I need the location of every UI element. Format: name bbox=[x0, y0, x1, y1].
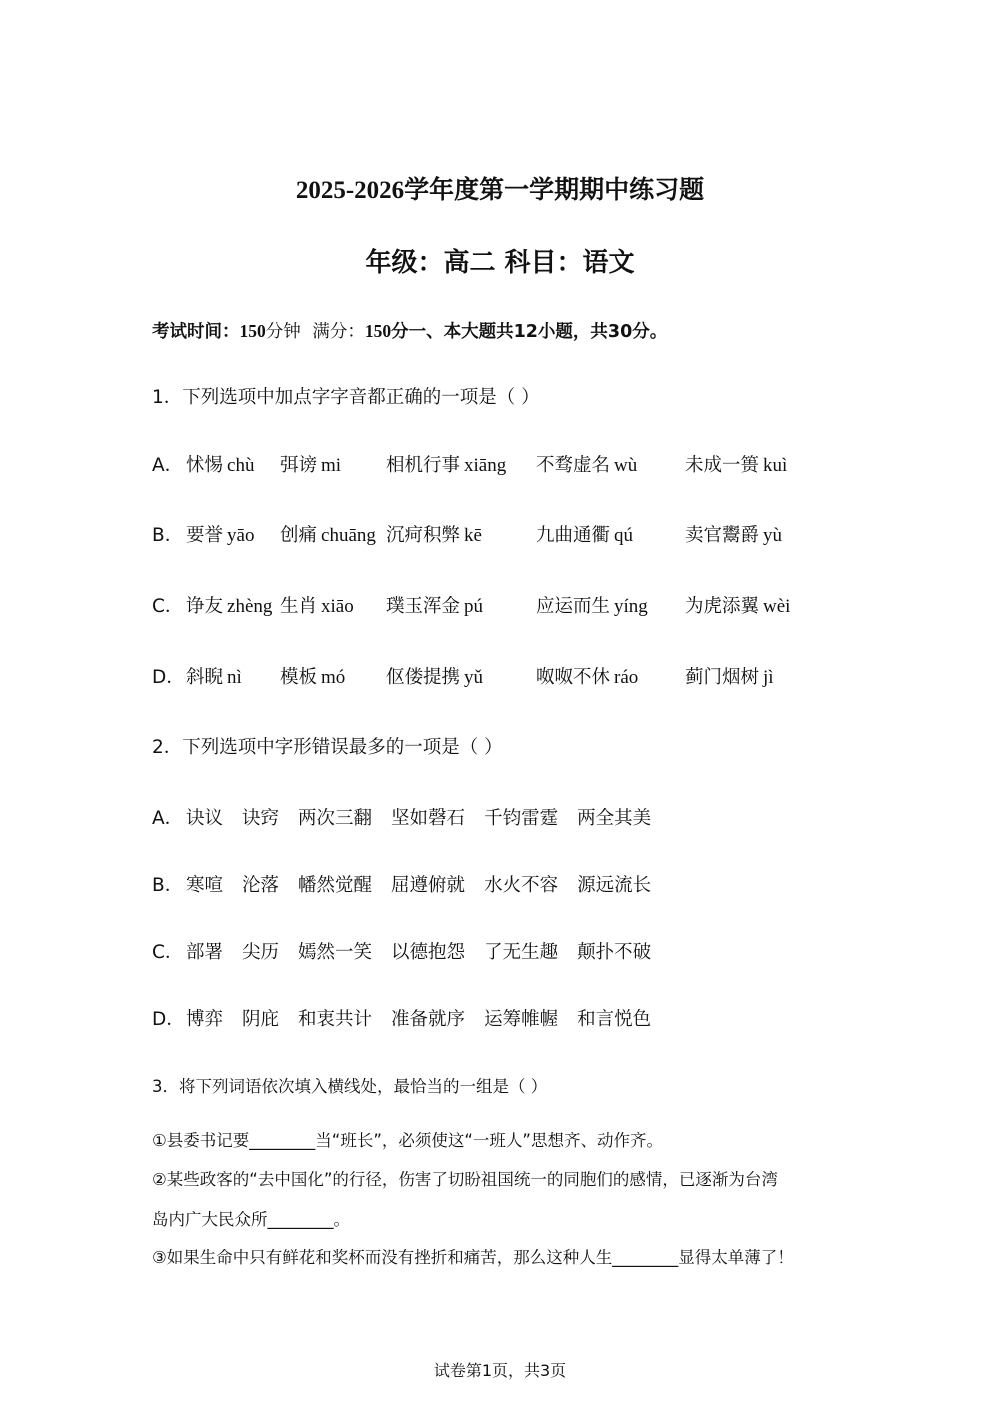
option-pinyin: zhèng bbox=[227, 596, 273, 617]
option-word: 以德抱怨 bbox=[391, 942, 466, 963]
option-word: 源远流长 bbox=[577, 875, 652, 896]
option-letter: C． bbox=[152, 596, 184, 617]
q1-option-row bbox=[0, 521, 1000, 551]
q1-option-item bbox=[685, 521, 782, 547]
option-pinyin: kuì bbox=[763, 455, 788, 476]
q1-option-item bbox=[536, 663, 638, 689]
q1-option-item bbox=[186, 592, 272, 618]
question-3-sentence-2: ②某些政客的“去中国化”的行径，伤害了切盼祖国统一的同胞们的感情，已逐渐为台湾 bbox=[152, 1170, 778, 1189]
option-word: 和言悦色 bbox=[577, 1009, 652, 1030]
question-3-sentence-3: ③如果生命中只有鲜花和奖杯而没有挫折和痛苦，那么这种人生________显得太单薄了！ bbox=[152, 1248, 794, 1267]
option-letter: B． bbox=[152, 875, 184, 896]
option-word: 伛偻提携 bbox=[386, 667, 461, 688]
option-word: 弭谤 bbox=[280, 455, 318, 476]
option-word: 准备就序 bbox=[391, 1009, 466, 1030]
option-word: 两全其美 bbox=[577, 808, 652, 829]
option-pinyin: yíng bbox=[614, 596, 648, 617]
option-pinyin: nì bbox=[227, 667, 242, 688]
option-letter: D． bbox=[152, 667, 185, 688]
option-word: 生肖 bbox=[280, 596, 318, 617]
option-pinyin: xiāo bbox=[321, 596, 354, 617]
option-letter: C． bbox=[152, 942, 184, 963]
option-word: 运筹帷幄 bbox=[484, 1009, 559, 1030]
option-letter: D． bbox=[152, 1009, 185, 1030]
option-word: 九曲通衢 bbox=[536, 525, 611, 546]
option-word: 颠扑不破 bbox=[577, 942, 652, 963]
option-pinyin: chuāng bbox=[321, 525, 376, 546]
option-word: 相机行事 bbox=[386, 455, 461, 476]
option-pinyin: xiāng bbox=[464, 455, 507, 476]
option-word: 水火不容 bbox=[484, 875, 559, 896]
option-word: 幡然觉醒 bbox=[298, 875, 373, 896]
option-word: 卖官鬻爵 bbox=[685, 525, 760, 546]
option-word: 部署 bbox=[186, 942, 224, 963]
option-word: 和衷共计 bbox=[298, 1009, 373, 1030]
q1-option-item bbox=[280, 451, 341, 477]
q1-option-item bbox=[536, 451, 637, 477]
option-pinyin: wù bbox=[614, 455, 638, 476]
exam-time-label: 考试时间： bbox=[152, 322, 240, 342]
q1-option-item bbox=[685, 592, 790, 618]
option-word: 蓟门烟树 bbox=[685, 667, 760, 688]
q2-option-row bbox=[152, 938, 670, 964]
q1-option-item bbox=[280, 663, 345, 689]
q1-option-item bbox=[280, 592, 354, 618]
q1-option-item bbox=[280, 521, 376, 547]
q1-option-item bbox=[386, 592, 483, 618]
q1-option-item bbox=[186, 521, 254, 547]
question-2-stem: 2．下列选项中字形错误最多的一项是（ ） bbox=[152, 737, 503, 758]
document-subtitle: 年级：高二 科目：语文 bbox=[365, 248, 635, 278]
section-heading: 分一、本大题共12小题，共30分。 bbox=[391, 322, 668, 342]
option-word: 诀窍 bbox=[242, 808, 280, 829]
option-word: 寒喧 bbox=[186, 875, 224, 896]
option-word: 呶呶不休 bbox=[536, 667, 611, 688]
page-footer: 试卷第1页，共3页 bbox=[433, 1361, 567, 1380]
option-letter: A． bbox=[152, 808, 184, 829]
option-word: 璞玉浑金 bbox=[386, 596, 461, 617]
exam-time-value: 150 bbox=[239, 321, 266, 341]
q2-option-row bbox=[152, 871, 670, 897]
q2-option-row bbox=[152, 804, 670, 830]
q1-option-item bbox=[386, 521, 482, 547]
option-word: 诀议 bbox=[186, 808, 224, 829]
q1-option-item bbox=[386, 451, 506, 477]
option-pinyin: mó bbox=[321, 667, 346, 688]
q1-option-item bbox=[685, 663, 774, 689]
option-word: 尖历 bbox=[242, 942, 280, 963]
option-word: 要誉 bbox=[186, 525, 224, 546]
option-pinyin: yāo bbox=[227, 525, 255, 546]
option-pinyin: ráo bbox=[614, 667, 639, 688]
option-word: 创痛 bbox=[280, 525, 318, 546]
option-word: 为虎添翼 bbox=[685, 596, 760, 617]
q1-option-item bbox=[536, 521, 633, 547]
q1-option-row bbox=[0, 663, 1000, 693]
question-3-sentence-2-cont: 岛内广大民众所________。 bbox=[152, 1210, 350, 1229]
option-word: 两次三翻 bbox=[298, 808, 373, 829]
q1-option-item bbox=[186, 663, 242, 689]
exam-time-unit: 分钟 bbox=[265, 322, 301, 342]
question-3-stem: 3．将下列词语依次填入横线处，最恰当的一组是（ ） bbox=[152, 1077, 548, 1096]
q1-option-row bbox=[0, 451, 1000, 481]
option-word: 不骛虚名 bbox=[536, 455, 611, 476]
q1-option-item bbox=[685, 451, 787, 477]
full-score-value: 150 bbox=[364, 321, 392, 341]
option-word: 怵惕 bbox=[186, 455, 224, 476]
document-title: 2025-2026学年度第一学期期中练习题 bbox=[295, 177, 705, 204]
option-pinyin: qú bbox=[614, 525, 634, 546]
option-word: 了无生趣 bbox=[484, 942, 559, 963]
option-pinyin: mi bbox=[321, 455, 342, 476]
full-score-label: 满分： bbox=[312, 322, 365, 342]
option-word: 坚如磬石 bbox=[391, 808, 466, 829]
option-letter: A． bbox=[152, 455, 184, 476]
option-word: 模板 bbox=[280, 667, 318, 688]
option-pinyin: yù bbox=[763, 525, 783, 546]
option-pinyin: pú bbox=[464, 596, 484, 617]
q1-option-item bbox=[386, 663, 483, 689]
option-word: 嫣然一笑 bbox=[298, 942, 373, 963]
option-word: 沉疴积弊 bbox=[386, 525, 461, 546]
option-pinyin: wèi bbox=[763, 596, 791, 617]
option-pinyin: jì bbox=[763, 667, 774, 688]
question-3-sentence-1: ①县委书记要________当“班长”，必须使这“一班人”思想齐、动作齐。 bbox=[152, 1131, 663, 1150]
option-word: 千钧雷霆 bbox=[484, 808, 559, 829]
option-word: 未成一篑 bbox=[685, 455, 760, 476]
option-word: 应运而生 bbox=[536, 596, 611, 617]
q1-option-item bbox=[186, 451, 254, 477]
option-word: 阴庇 bbox=[242, 1009, 280, 1030]
q1-option-item bbox=[536, 592, 648, 618]
option-word: 诤友 bbox=[186, 596, 224, 617]
question-1-stem: 1．下列选项中加点字字音都正确的一项是（ ） bbox=[152, 387, 540, 408]
q1-option-row bbox=[0, 592, 1000, 622]
q2-option-row bbox=[152, 1005, 670, 1031]
exam-info-line bbox=[152, 318, 667, 343]
option-pinyin: chù bbox=[227, 455, 255, 476]
option-letter: B． bbox=[152, 525, 184, 546]
option-word: 屈遵俯就 bbox=[391, 875, 466, 896]
option-pinyin: yǔ bbox=[464, 667, 484, 688]
option-word: 博弈 bbox=[186, 1009, 224, 1030]
option-word: 斜睨 bbox=[186, 667, 224, 688]
option-pinyin: kē bbox=[464, 525, 482, 546]
option-word: 沦落 bbox=[242, 875, 280, 896]
